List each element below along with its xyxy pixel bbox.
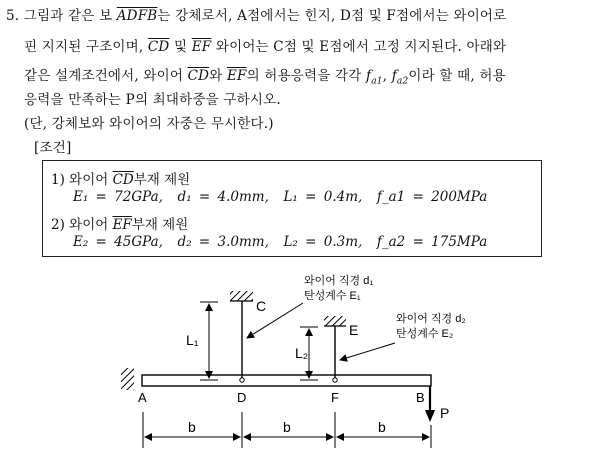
label-l2: L₂ (295, 345, 309, 361)
problem-text: 의 허용응력을 각각 (246, 68, 362, 84)
problem-number: 5. (6, 8, 20, 24)
problem-line-5: (단, 강체보와 와이어의 자중은 무시한다.) (24, 116, 274, 132)
label-b3: b (378, 419, 386, 435)
note-wire2-line2: 탄성계수 E₂ (396, 328, 454, 340)
problem-line-3: 같은 설계조건에서, 와이어 $\overline{CD}$와 $\overline{EF}$의 허용응력을 각각 $f_{a1}$, $f_{a2}$이라 할 때, 허용 (24, 68, 506, 87)
beam-name: ADFB (116, 8, 158, 24)
label-b1: b (188, 419, 196, 435)
note-wire1-line2: 탄성계수 E₁ (304, 290, 361, 302)
label-p: P (440, 405, 450, 421)
label-f: F (331, 390, 339, 405)
wire-cd-name: $\overline{CD}$ (187, 68, 210, 84)
problem-text: 와 (209, 68, 223, 84)
leader-wire2 (340, 343, 395, 360)
problem-text: 핀 지지된 구조이며, (24, 39, 144, 55)
problem-text: 이라 할 때, 허용 (408, 68, 506, 84)
wire-cd-name: $\overline{CD}$ (147, 39, 170, 55)
label-b2: b (283, 419, 291, 435)
label-l1: L₁ (186, 332, 199, 348)
problem-text: 그림과 같은 보 (23, 8, 113, 24)
support-e (324, 316, 346, 326)
rigid-beam (142, 375, 431, 386)
condition-2-title: 2) 와이어 $\overline{EF}$부재 제원 (51, 217, 189, 233)
wire-ef-name: $\overline{EF}$ (226, 68, 247, 84)
problem-text: 와이어는 C점 및 E점에서 고정 지지된다. 아래와 (215, 39, 507, 55)
allowable-stress-1: $f_{a1}$ (365, 68, 383, 87)
condition-1-title: 1) 와이어 $\overline{CD}$부재 제원 (51, 172, 191, 188)
problem-text: 는 강체로서, A점에서는 힌지, D점 및 F점에서는 와이어로 (157, 8, 507, 24)
label-b: B (416, 390, 425, 405)
allowable-stress-2: $f_{a2}$ (391, 68, 409, 87)
problem-text: 같은 설계조건에서, 와이어 (24, 68, 184, 84)
condition-2-values: E₂ = 45GPa, d₂ = 3.0mm, L₂ = 0.3m, f_a2 = 175MPa (73, 234, 488, 250)
conditions-label: [조건] (34, 140, 72, 156)
problem-text: 및 (173, 39, 188, 55)
label-d: D (237, 390, 247, 405)
note-wire1-line1: 와이어 직경 d₁ (304, 275, 374, 287)
support-c (230, 291, 253, 301)
label-e: E (349, 322, 359, 338)
problem-line-4: 응력을 만족하는 P의 최대하중을 구하시오. (24, 92, 281, 108)
wire-ef-name: $\overline{EF}$ (191, 39, 212, 55)
note-wire2-line1: 와이어 직경 d₂ (396, 313, 466, 325)
label-c: C (256, 298, 267, 314)
label-a: A (138, 390, 147, 405)
condition-1-values: E₁ = 72GPa, d₁ = 4.0mm, L₁ = 0.4m, f_a1 = 200MPa (73, 189, 488, 205)
hinge-wall (121, 368, 134, 390)
